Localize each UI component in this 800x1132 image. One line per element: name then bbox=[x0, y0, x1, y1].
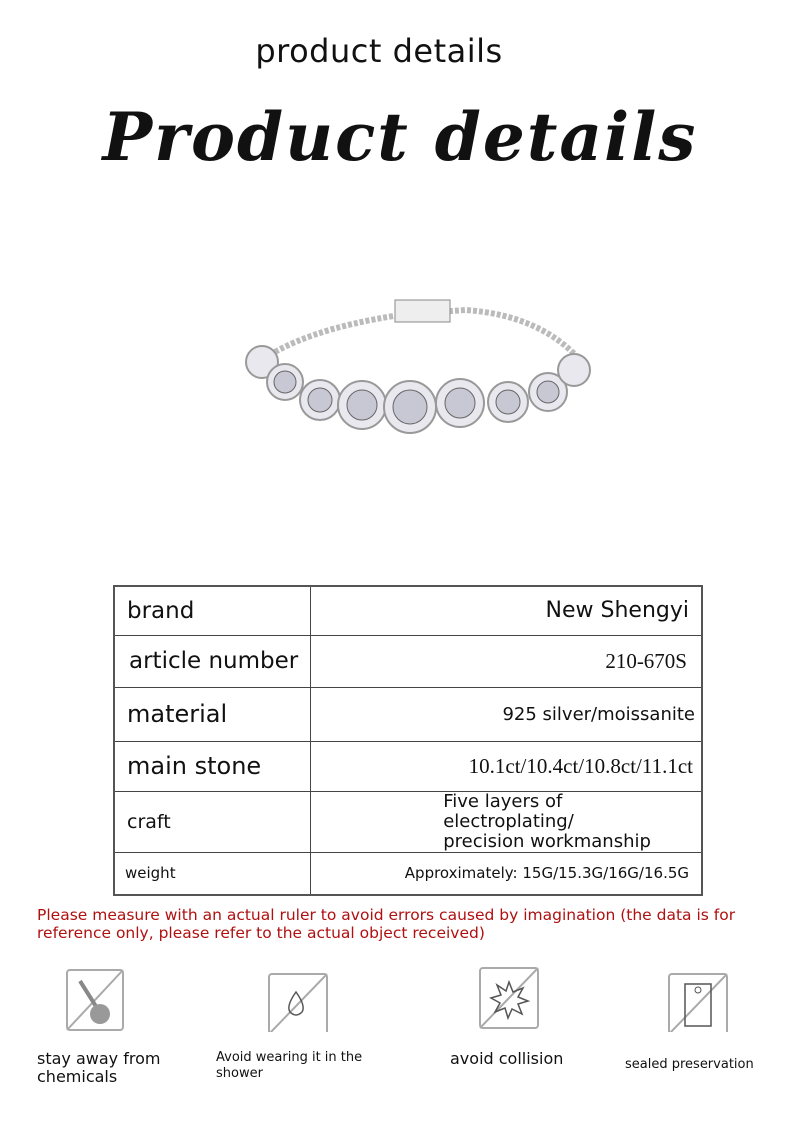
table-row bbox=[114, 586, 702, 635]
spec-label: material bbox=[114, 687, 311, 741]
spec-label: article number bbox=[114, 635, 311, 687]
no-chemicals-icon bbox=[37, 966, 187, 1032]
spec-table bbox=[113, 585, 703, 896]
spec-value-line: Five layers of electroplating/ bbox=[443, 790, 574, 832]
spec-value: New Shengyi bbox=[311, 586, 702, 635]
sealed-bag-icon bbox=[625, 966, 765, 1032]
table-row bbox=[114, 741, 702, 791]
spec-value: Approximately: 15G/15.3G/16G/16.5G bbox=[311, 852, 702, 895]
spec-label: brand bbox=[114, 586, 311, 635]
no-shower-icon bbox=[216, 966, 366, 1032]
spec-label: main stone bbox=[114, 741, 311, 791]
care-label: avoid collision bbox=[450, 1049, 564, 1068]
table-row bbox=[114, 852, 702, 895]
section-subtitle: product details bbox=[255, 32, 503, 70]
spec-value: 210-670S bbox=[311, 635, 702, 687]
care-item bbox=[450, 966, 570, 1068]
care-item bbox=[216, 966, 376, 1082]
no-collision-icon bbox=[450, 966, 570, 1032]
measurement-note: Please measure with an actual ruler to avoid errors caused by imagination (the data is for reference only, please refer to the actual object received) bbox=[37, 906, 736, 942]
spec-value: 925 silver/moissanite bbox=[311, 687, 702, 741]
care-label: sealed preservation bbox=[625, 1057, 754, 1072]
care-label: stay away from chemicals bbox=[37, 1049, 161, 1086]
table-row bbox=[114, 791, 702, 852]
spec-label: weight bbox=[114, 852, 311, 895]
care-item bbox=[625, 966, 765, 1074]
spec-value-line: precision workmanship bbox=[443, 830, 651, 852]
spec-value bbox=[311, 791, 702, 852]
bracelet-image bbox=[240, 290, 600, 450]
care-item bbox=[37, 966, 187, 1086]
table-row bbox=[114, 687, 702, 741]
spec-value: 10.1ct/10.4ct/10.8ct/11.1ct bbox=[311, 741, 702, 791]
care-label: Avoid wearing it in the shower bbox=[216, 1050, 363, 1081]
page-title: Product details bbox=[102, 98, 698, 176]
spec-label: craft bbox=[114, 791, 311, 852]
table-row bbox=[114, 635, 702, 687]
